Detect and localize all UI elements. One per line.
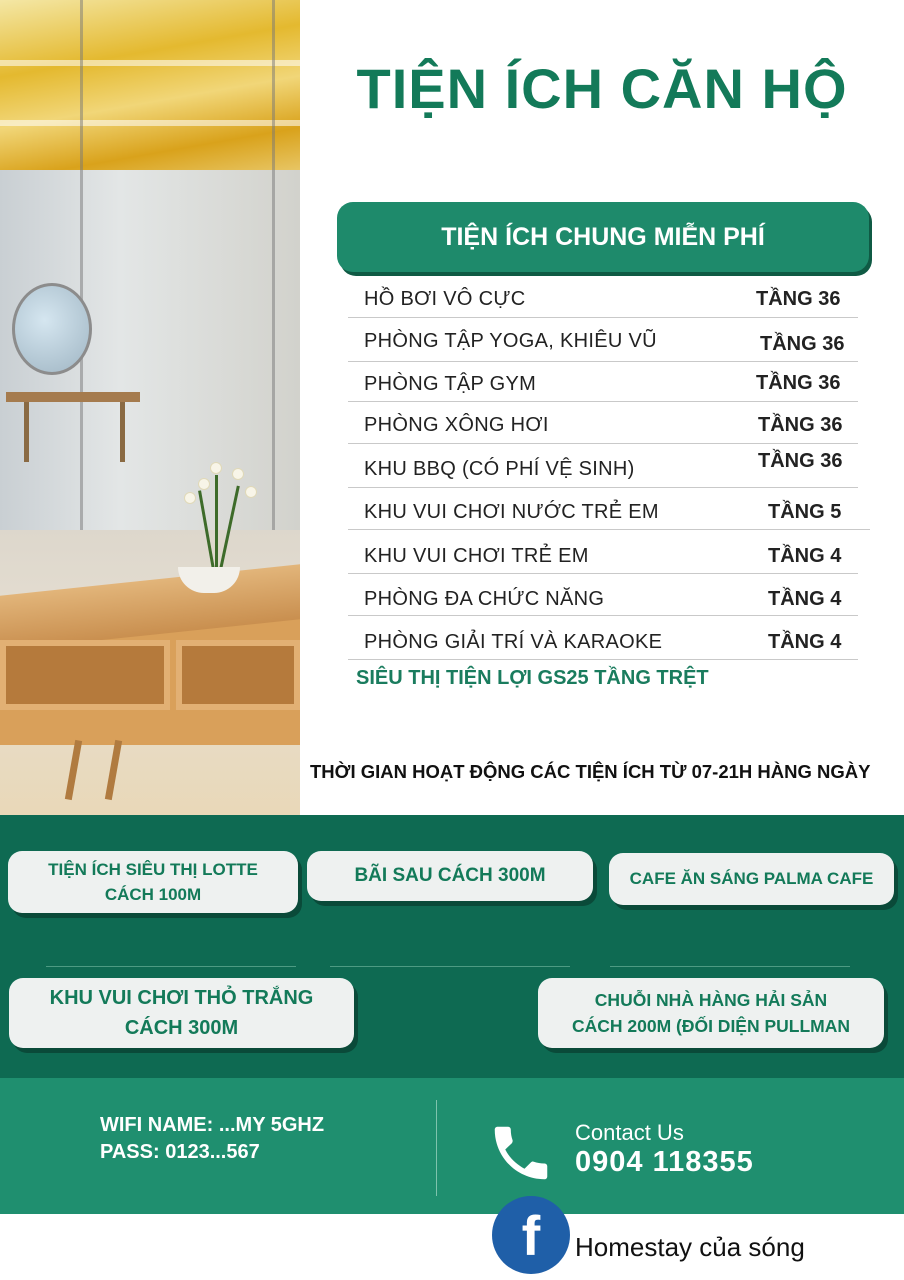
amenity-row (348, 488, 870, 530)
amenity-name: PHÒNG TẬP GYM (364, 373, 537, 395)
amenity-floor: TẦNG 4 (768, 588, 842, 610)
amenity-row (348, 444, 858, 488)
nearby-card-line: BÃI SAU CÁCH 300M (354, 865, 546, 886)
amenity-name: KHU VUI CHƠI NƯỚC TRẺ EM (364, 501, 659, 523)
amenity-row (348, 574, 858, 616)
round-mirror (12, 283, 92, 375)
wifi-password-text: PASS: 0123...567 (100, 1141, 260, 1163)
facebook-icon[interactable]: f (492, 1196, 570, 1274)
free-amenities-header (337, 202, 869, 272)
amenity-name: PHÒNG GIẢI TRÍ VÀ KARAOKE (364, 631, 663, 653)
amenity-row (348, 280, 858, 318)
amenity-name: KHU VUI CHƠI TRẺ EM (364, 545, 589, 567)
amenity-floor: TẦNG 36 (756, 288, 841, 310)
nearby-card-palma-cafe (609, 853, 894, 905)
contact-divider (436, 1100, 437, 1196)
nearby-card-lotte (8, 851, 298, 913)
glass-door-edge (272, 0, 275, 540)
plant-stem (215, 475, 218, 570)
amenity-row (348, 530, 858, 574)
nearby-card-line: TIỆN ÍCH SIÊU THỊ LOTTE (48, 860, 258, 879)
divider-line (610, 966, 850, 967)
nearby-card-line: KHU VUI CHƠI THỎ TRẮNG (49, 987, 314, 1009)
amenity-floor: TẦNG 5 (768, 501, 842, 523)
flower (210, 462, 222, 474)
amenity-row (348, 318, 858, 362)
amenity-floor: TẦNG 36 (758, 414, 843, 436)
amenity-name: KHU BBQ (CÓ PHÍ VỆ SINH) (364, 458, 635, 480)
ceiling-beam (0, 60, 300, 66)
amenity-name: HỒ BƠI VÔ CỰC (364, 288, 526, 310)
nearby-card-seafood (538, 978, 884, 1048)
flower (232, 468, 244, 480)
glass-door-edge (80, 0, 83, 540)
contact-phone[interactable]: 0904 118355 (575, 1146, 754, 1178)
amenity-row (348, 402, 858, 444)
desk-leg (120, 402, 125, 462)
divider-line (330, 966, 570, 967)
nearby-card-line: CHUỖI NHÀ HÀNG HẢI SẢN (594, 990, 828, 1010)
vanity-desk (6, 392, 140, 402)
operating-hours: THỜI GIAN HOẠT ĐỘNG CÁC TIỆN ÍCH TỪ 07-21H HÀNG NGÀY (310, 761, 871, 782)
desk-leg (24, 402, 29, 462)
apartment-photo (0, 0, 300, 815)
amenity-floor: TẦNG 36 (758, 450, 843, 472)
amenity-floor: TẦNG 36 (760, 333, 845, 355)
wifi-name (100, 1114, 324, 1137)
supermarket-note: SIÊU THỊ TIỆN LỢI GS25 TẦNG TRỆT (356, 667, 709, 689)
nearby-card-line: CÁCH 300M (124, 1017, 239, 1039)
amenity-name: PHÒNG ĐA CHỨC NĂNG (364, 588, 605, 610)
wifi-password (100, 1141, 260, 1164)
amenity-floor: TẦNG 4 (768, 631, 842, 653)
nearby-card-line: CÁCH 100M (104, 885, 202, 904)
flower (184, 492, 196, 504)
free-amenities-header-label: TIỆN ÍCH CHUNG MIỄN PHÍ (441, 222, 765, 251)
facebook-page-name[interactable]: Homestay của sóng (575, 1232, 805, 1262)
amenity-name: PHÒNG XÔNG HƠI (364, 414, 549, 436)
page-title: TIỆN ÍCH CĂN HỘ (356, 57, 848, 120)
amenity-row (348, 362, 858, 402)
flower (245, 486, 257, 498)
divider-line (46, 966, 296, 967)
nearby-card-bai-sau (307, 851, 593, 901)
cabinet-cubby (176, 640, 300, 710)
phone-icon (486, 1118, 556, 1188)
cabinet-cubby (0, 640, 170, 710)
amenity-name: PHÒNG TẬP YOGA, KHIÊU VŨ (364, 330, 657, 352)
amenity-floor: TẦNG 36 (756, 372, 841, 394)
flower (198, 478, 210, 490)
ceiling-beam (0, 120, 300, 126)
nearby-card-line: CÁCH 200M (ĐỐI DIỆN PULLMAN (571, 1016, 851, 1036)
nearby-card-tho-trang (9, 978, 354, 1048)
nearby-card-line: CAFE ĂN SÁNG PALMA CAFE (629, 869, 874, 888)
amenity-row (348, 616, 858, 660)
amenity-floor: TẦNG 4 (768, 545, 842, 567)
wifi-name-text: WIFI NAME: ...MY 5GHZ (100, 1114, 325, 1136)
contact-label: Contact Us (575, 1120, 684, 1145)
